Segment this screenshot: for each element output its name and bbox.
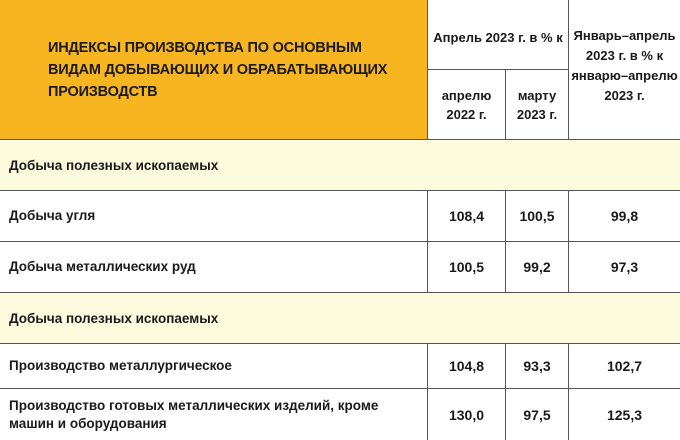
column-header-ytd: Январь–апрель 2023 г. в % к январю–апрелю 2023 г. xyxy=(568,0,680,140)
section-row: Добыча полезных ископаемых xyxy=(0,140,680,191)
row-label: Производство металлургическое xyxy=(0,344,427,389)
value-march: 97,5 xyxy=(505,389,568,440)
value-march: 100,5 xyxy=(505,191,568,242)
section-row: Добыча полезных ископаемых xyxy=(0,293,680,344)
column-header-march-2023: марту 2023 г. xyxy=(505,70,568,140)
column-header-april-2022: апрелю 2022 г. xyxy=(427,70,505,140)
value-ytd: 99,8 xyxy=(568,191,680,242)
table-title: ИНДЕКСЫ ПРОИЗВОДСТВА ПО ОСНОВНЫМ ВИДАМ ДОБЫВАЮЩИХ И ОБРАБАТЫВАЮЩИХ ПРОИЗВОДСТВ xyxy=(48,39,388,100)
value-march: 93,3 xyxy=(505,344,568,389)
value-april: 130,0 xyxy=(427,389,505,440)
value-april: 108,4 xyxy=(427,191,505,242)
row-label: Производство готовых металлических изделий, кроме машин и оборудования xyxy=(9,397,379,431)
value-april: 104,8 xyxy=(427,344,505,389)
value-ytd: 125,3 xyxy=(568,389,680,440)
column-group-header: Апрель 2023 г. в % к xyxy=(427,0,568,70)
row-label: Добыча металлических руд xyxy=(0,242,427,293)
value-ytd: 102,7 xyxy=(568,344,680,389)
row-label: Добыча угля xyxy=(0,191,427,242)
table-title-cell xyxy=(0,0,427,140)
value-march: 99,2 xyxy=(505,242,568,293)
value-april: 100,5 xyxy=(427,242,505,293)
value-ytd: 97,3 xyxy=(568,242,680,293)
